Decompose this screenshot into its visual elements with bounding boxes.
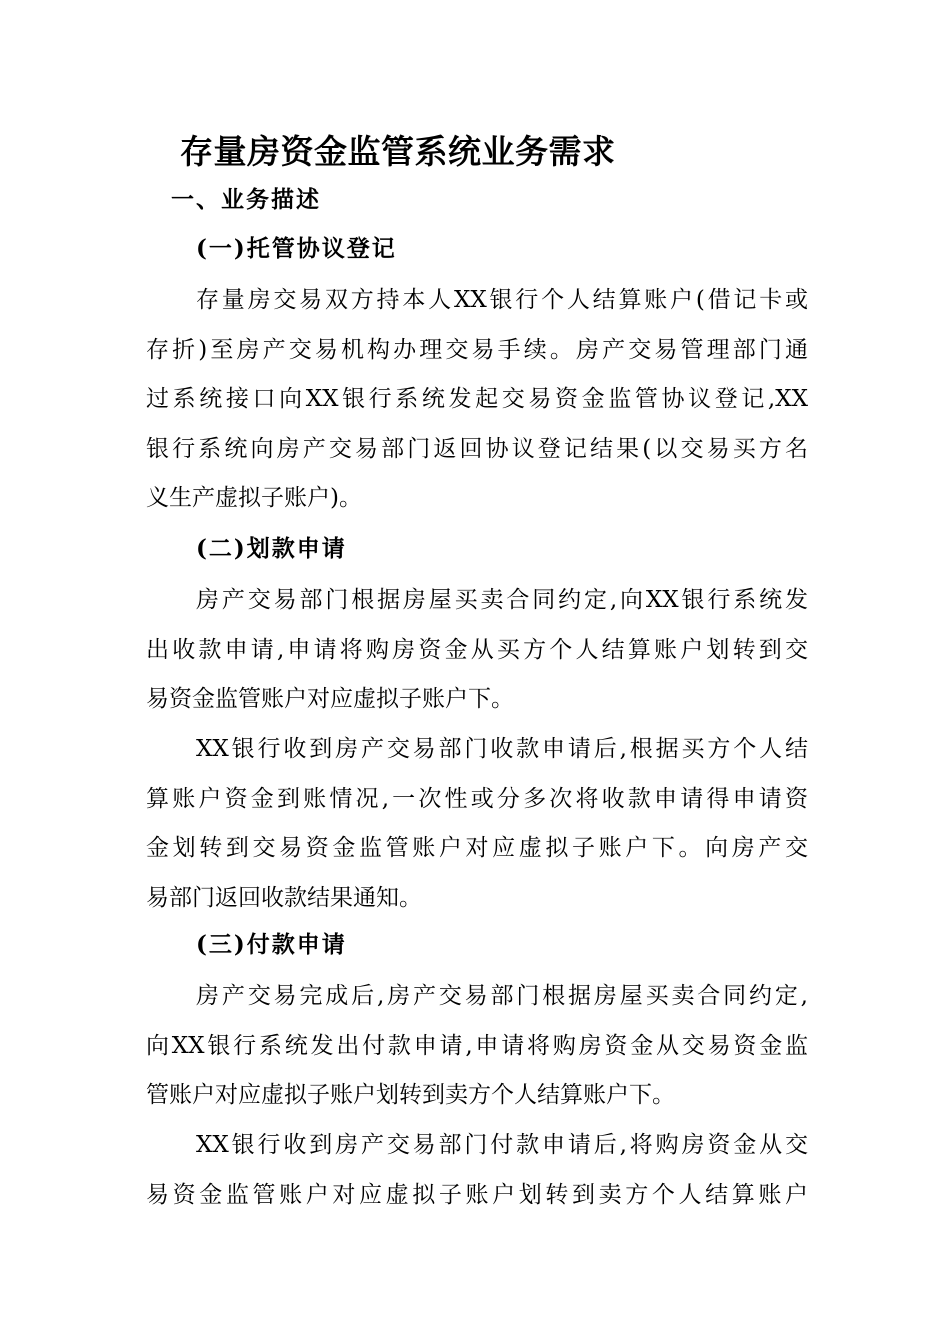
paragraph-line: 房产交易完成后,房产交易部门根据房屋买卖合同约定, <box>196 983 808 1009</box>
paragraph-line: 金划转到交易资金监管账户对应虚拟子账户下。向房产交 <box>146 835 808 861</box>
paragraph-line: 算账户资金到账情况,一次性或分多次将收款申请得申请资 <box>146 785 808 812</box>
paragraph-line: XX银行收到房产交易部门收款申请后,根据买方个人结 <box>196 736 808 762</box>
subsection-heading-custody-agreement: (一)托管协议登记 <box>196 235 397 262</box>
paragraph-line: 义生产虚拟子账户)。 <box>146 485 362 511</box>
paragraph-payment-processing <box>146 1121 808 1220</box>
paragraph-line: 存折)至房产交易机构办理交易手续。房产交易管理部门通 <box>146 336 808 363</box>
section-heading-business-description: 一、业务描述 <box>171 186 321 213</box>
paragraph-custody-agreement <box>146 276 808 524</box>
paragraph-line: 银行系统向房产交易部门返回协议登记结果(以交易买方名 <box>146 435 808 462</box>
paragraph-payment-request <box>146 972 808 1121</box>
paragraph-transfer-processing <box>146 725 808 923</box>
paragraph-line: 易资金监管账户对应虚拟子账户划转到卖方个人结算账户 <box>146 1181 808 1208</box>
paragraph-line: 管账户对应虚拟子账户划转到卖方个人结算账户下。 <box>146 1082 675 1108</box>
paragraph-line: 易部门返回收款结果通知。 <box>146 884 422 911</box>
document-title: 存量房资金监管系统业务需求 <box>180 132 616 171</box>
subsection-heading-payment-request: (三)付款申请 <box>196 931 347 958</box>
paragraph-line: 出收款申请,申请将购房资金从买方个人结算账户划转到交 <box>146 636 808 663</box>
paragraph-line: XX银行收到房产交易部门付款申请后,将购房资金从交 <box>196 1132 808 1158</box>
subsection-heading-transfer-request: (二)划款申请 <box>196 535 347 562</box>
paragraph-line: 过系统接口向XX银行系统发起交易资金监管协议登记,XX <box>146 386 808 412</box>
paragraph-line: 房产交易部门根据房屋买卖合同约定,向XX银行系统发 <box>196 587 808 613</box>
paragraph-line: 存量房交易双方持本人XX银行个人结算账户(借记卡或 <box>196 287 808 313</box>
paragraph-line: 易资金监管账户对应虚拟子账户下。 <box>146 686 514 712</box>
paragraph-line: 向XX银行系统发出付款申请,申请将购房资金从交易资金监 <box>146 1032 808 1059</box>
paragraph-transfer-request <box>146 576 808 725</box>
